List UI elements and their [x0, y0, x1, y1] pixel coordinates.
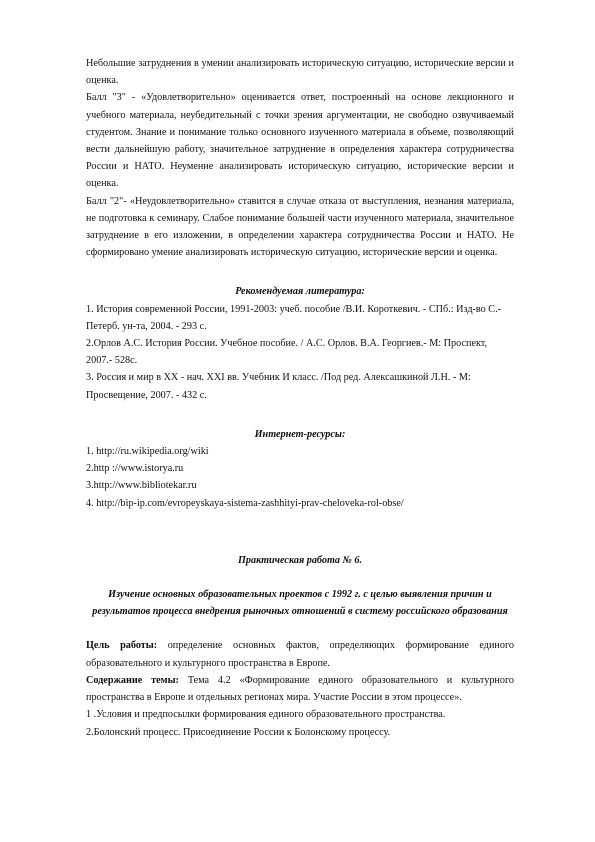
practical-heading: Практическая работа № 6. [237, 554, 363, 566]
grading-paragraph-3: Балл "2"- «Неудовлетворительно» ставится в случае отказа от выступления, незнания материала, не подготовка к семинару. Слабое понимание большей части изученного материала, значительное затруднение в его изложении, в определении характера сотрудничества России и НАТО. Не сформировано умение анализировать историческую ситуацию, исторические версии и оценка. [86, 195, 514, 259]
internet-heading: Интернет-ресурсы: [254, 428, 346, 440]
practical-title: Изучение основных образовательных проектов с 1992 г. с целью выявления причин и результатов процесса внедрения рыночных отношений в систему российского образования [92, 589, 508, 618]
practical-item: 1 .Условия и предпосылки формирования единого образовательного пространства. [86, 709, 446, 721]
content-paragraph [86, 672, 514, 706]
grading-paragraph-1: Небольшие затруднения в умении анализировать историческую ситуацию, исторические версии и оценка. [86, 58, 514, 87]
internet-link[interactable]: 2.http ://www.istorya.ru [86, 463, 184, 475]
internet-link[interactable]: 4. http://bip-ip.com/evropeyskaya-sistema-zashhityi-prav-cheloveka-rol-obse/ [86, 497, 404, 509]
grading-paragraph-2: Балл "3" - «Удовлетворительно» оценивается ответ, построенный на основе лекционного и учебного материала, неубедительный с точки зрения аргументации, не свободно озвучиваемый студентом. Знание и понимание только основного изученного материала в объеме, позволяющий вести дальнейшую работу, значительное затруднение в определения характера сотрудничества России и НАТО. Неумение анализировать историческую ситуацию, исторические версии и оценка. [86, 92, 514, 190]
literature-item: 3. Россия и мир в XX - нач. XXI вв. Учебник И класс. /Под ред. Алексашкиной Л.Н. - М: Просвещение, 2007. - 432 с. [86, 372, 471, 401]
literature-item: 1. История современной России, 1991-2003: учеб. пособие /В.И. Короткевич. - СПб.: Изд-во С.-Петерб. ун-та, 2004. - 293 с. [86, 303, 502, 332]
practical-items [86, 706, 514, 740]
practical-item: 2.Болонский процесс. Присоединение России к Болонскому процессу. [86, 726, 391, 738]
internet-link[interactable]: 1. http://ru.wikipedia.org/wiki [86, 446, 209, 458]
literature-heading: Рекомендуемая литература: [235, 286, 365, 298]
page-content [86, 55, 514, 741]
literature-list [86, 301, 514, 404]
internet-list [86, 443, 514, 512]
literature-item: 2.Орлов А.С. История России. Учебное пособие. / А.С. Орлов. В.А. Георгиев.- М: Проспект, 2007.- 528с. [86, 338, 488, 367]
goal-label: Цель работы: [86, 640, 158, 652]
goal-paragraph [86, 637, 514, 671]
internet-link[interactable]: 3.http://www.bibliotekar.ru [86, 480, 197, 492]
goal-text: определение основных фактов, определяющих формирование единого образовательного и культурного пространства в Европе. [86, 640, 514, 669]
content-label: Содержание темы: [86, 674, 179, 686]
content-text: Тема 4.2 «Формирование единого образовательного и культурного пространства в Европе и отдельных регионах мира. Участие России в этом процессе». [86, 674, 514, 704]
